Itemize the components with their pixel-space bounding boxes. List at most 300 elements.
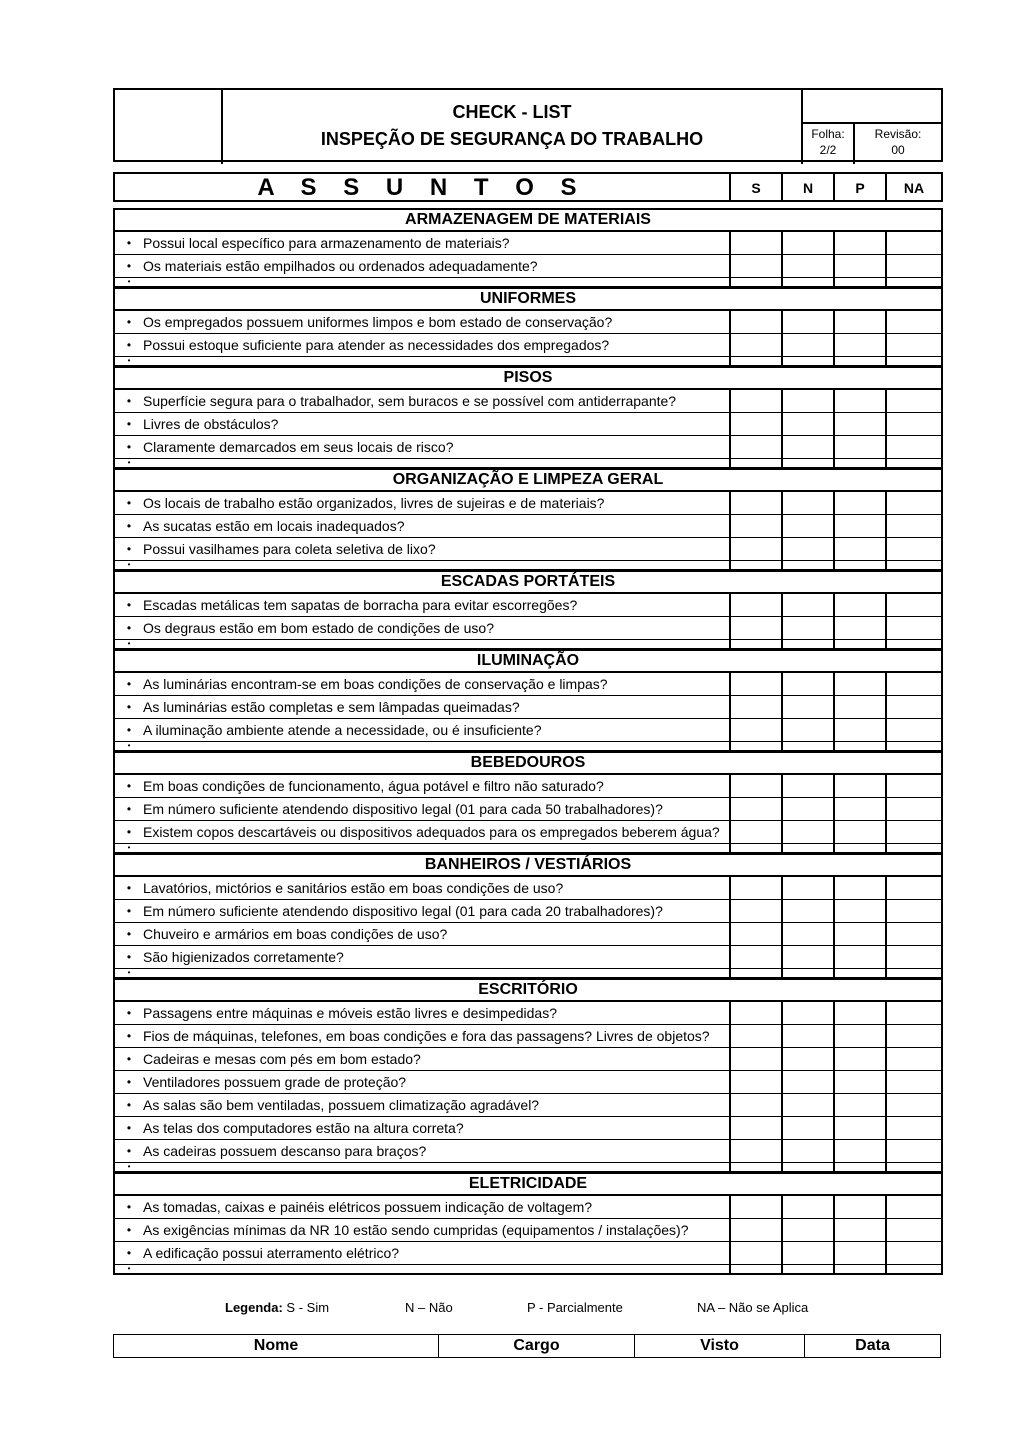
checkbox-na[interactable]: [885, 594, 941, 616]
checkbox-p[interactable]: [833, 538, 885, 560]
checkbox-na[interactable]: [885, 1163, 941, 1171]
checkbox-p[interactable]: [833, 561, 885, 569]
checkbox-s[interactable]: [729, 232, 781, 254]
item-text-cell: [115, 1002, 729, 1024]
checkbox-s[interactable]: [729, 1094, 781, 1116]
checkbox-s[interactable]: [729, 798, 781, 820]
checkbox-na[interactable]: [885, 538, 941, 560]
checkbox-p[interactable]: [833, 459, 885, 467]
checklist-item: [115, 877, 941, 900]
bullet-icon: •: [127, 639, 131, 648]
checkbox-s[interactable]: [729, 1242, 781, 1264]
bullet-icon: •: [126, 1029, 132, 1043]
item-text-cell: [115, 617, 729, 639]
checkbox-n[interactable]: [781, 232, 833, 254]
checkbox-p[interactable]: [833, 1094, 885, 1116]
item-text: Existem copos descartáveis ou dispositivos adequados para os empregados beberem água?: [143, 824, 720, 840]
checkbox-p[interactable]: [833, 334, 885, 356]
bullet-icon: •: [126, 338, 132, 352]
checkbox-p[interactable]: [833, 311, 885, 333]
checkbox-s[interactable]: [729, 617, 781, 639]
item-text: Ventiladores possuem grade de proteção?: [143, 1074, 407, 1090]
checkbox-s[interactable]: [729, 844, 781, 852]
checkbox-s[interactable]: [729, 357, 781, 365]
checkbox-s[interactable]: [729, 390, 781, 412]
checkbox-s[interactable]: [729, 311, 781, 333]
checkbox-p[interactable]: [833, 900, 885, 922]
signature-data: Data: [804, 1335, 940, 1357]
checkbox-p[interactable]: [833, 278, 885, 286]
checkbox-na[interactable]: [885, 1196, 941, 1218]
checkbox-p[interactable]: [833, 390, 885, 412]
checkbox-na[interactable]: [885, 1117, 941, 1139]
document-subtitle: INSPEÇÃO DE SEGURANÇA DO TRABALHO: [320, 129, 704, 149]
bullet-icon: •: [126, 1121, 132, 1135]
checkbox-n[interactable]: [781, 1219, 833, 1241]
legend: [113, 1300, 943, 1318]
checkbox-n[interactable]: [781, 413, 833, 435]
checkbox-s[interactable]: [729, 255, 781, 277]
checkbox-p[interactable]: [833, 515, 885, 537]
item-text-cell: [115, 877, 729, 899]
bullet-icon: •: [127, 843, 131, 852]
item-text-cell: [115, 640, 729, 648]
checkbox-p[interactable]: [833, 1048, 885, 1070]
item-text-cell: [115, 413, 729, 435]
checkbox-s[interactable]: [729, 278, 781, 286]
checkbox-na[interactable]: [885, 1071, 941, 1093]
item-text-cell: [115, 1025, 729, 1047]
checkbox-p[interactable]: [833, 798, 885, 820]
blank-row: [115, 459, 941, 468]
legend-p: P - Parcialmente: [527, 1300, 623, 1315]
checklist-item: [115, 775, 941, 798]
checkbox-n[interactable]: [781, 492, 833, 514]
item-text: As luminárias encontram-se em boas condições de conservação e limpas?: [143, 676, 608, 692]
checklist-item: [115, 1025, 941, 1048]
item-text: As sucatas estão em locais inadequados?: [143, 518, 405, 534]
checkbox-n[interactable]: [781, 775, 833, 797]
signature-cargo: Cargo: [438, 1335, 634, 1357]
checkbox-n[interactable]: [781, 1242, 833, 1264]
checklist-item: [115, 594, 941, 617]
checkbox-na[interactable]: [885, 1002, 941, 1024]
item-text: Possui vasilhames para coleta seletiva de lixo?: [143, 541, 436, 557]
checkbox-p[interactable]: [833, 492, 885, 514]
checkbox-na[interactable]: [885, 1094, 941, 1116]
item-text-cell: [115, 946, 729, 968]
section-title: ESCRITÓRIO: [115, 978, 941, 1002]
checkbox-n[interactable]: [781, 844, 833, 852]
checkbox-n[interactable]: [781, 923, 833, 945]
item-text-cell: [115, 232, 729, 254]
item-text: Fios de máquinas, telefones, em boas condições e fora das passagens? Livres de objetos?: [143, 1028, 710, 1044]
checkbox-s[interactable]: [729, 459, 781, 467]
checkbox-n[interactable]: [781, 459, 833, 467]
checkbox-p[interactable]: [833, 1002, 885, 1024]
checkbox-s[interactable]: [729, 436, 781, 458]
checkbox-n[interactable]: [781, 821, 833, 843]
item-text-cell: [115, 1071, 729, 1093]
checkbox-s[interactable]: [729, 1048, 781, 1070]
item-text-cell: [115, 1242, 729, 1264]
bullet-icon: •: [126, 927, 132, 941]
legend-label-group: [225, 1300, 329, 1315]
checkbox-n[interactable]: [781, 617, 833, 639]
checkbox-s[interactable]: [729, 640, 781, 648]
checkbox-s[interactable]: [729, 538, 781, 560]
checkbox-n[interactable]: [781, 719, 833, 741]
item-text-cell: [115, 775, 729, 797]
bullet-icon: •: [127, 1264, 131, 1273]
checkbox-s[interactable]: [729, 946, 781, 968]
checkbox-p[interactable]: [833, 617, 885, 639]
bullet-icon: •: [126, 394, 132, 408]
item-text-cell: [115, 1117, 729, 1139]
checklist-item: [115, 1071, 941, 1094]
item-text-cell: [115, 492, 729, 514]
checkbox-p[interactable]: [833, 719, 885, 741]
checkbox-na[interactable]: [885, 775, 941, 797]
section: [115, 366, 941, 468]
section: [115, 649, 941, 751]
checkbox-na[interactable]: [885, 719, 941, 741]
checkbox-na[interactable]: [885, 923, 941, 945]
checkbox-p[interactable]: [833, 1071, 885, 1093]
checkbox-p[interactable]: [833, 969, 885, 977]
checkbox-p[interactable]: [833, 357, 885, 365]
item-text: Claramente demarcados em seus locais de risco?: [143, 439, 454, 455]
checkbox-s[interactable]: [729, 1196, 781, 1218]
checkbox-p[interactable]: [833, 923, 885, 945]
checkbox-p[interactable]: [833, 844, 885, 852]
section: [115, 853, 941, 978]
checkbox-p[interactable]: [833, 946, 885, 968]
logo-box: [115, 90, 223, 164]
checkbox-n[interactable]: [781, 1071, 833, 1093]
checkbox-s[interactable]: [729, 1140, 781, 1162]
checklist-item: [115, 1242, 941, 1265]
checkbox-n[interactable]: [781, 1048, 833, 1070]
blank-row: [115, 969, 941, 978]
checkbox-p[interactable]: [833, 696, 885, 718]
item-text-cell: [115, 923, 729, 945]
checkbox-n[interactable]: [781, 1265, 833, 1273]
blank-row: [115, 640, 941, 649]
item-text-cell: [115, 538, 729, 560]
checkbox-n[interactable]: [781, 798, 833, 820]
item-text-cell: [115, 719, 729, 741]
checkbox-na[interactable]: [885, 390, 941, 412]
item-text: As luminárias estão completas e sem lâmpadas queimadas?: [143, 699, 520, 715]
item-text-cell: [115, 1196, 729, 1218]
item-text: Em boas condições de funcionamento, água potável e filtro não saturado?: [143, 778, 604, 794]
checkbox-s[interactable]: [729, 742, 781, 750]
item-text-cell: [115, 821, 729, 843]
checkbox-s[interactable]: [729, 969, 781, 977]
bullet-icon: •: [126, 802, 132, 816]
checkbox-p[interactable]: [833, 413, 885, 435]
checkbox-p[interactable]: [833, 255, 885, 277]
checkbox-p[interactable]: [833, 640, 885, 648]
item-text: As exigências mínimas da NR 10 estão sendo cumpridas (equipamentos / instalações)?: [143, 1222, 689, 1238]
item-text: Os empregados possuem uniformes limpos e bom estado de conservação?: [143, 314, 613, 330]
checklist-item: [115, 232, 941, 255]
checkbox-n[interactable]: [781, 334, 833, 356]
item-text: Em número suficiente atendendo dispositivo legal (01 para cada 20 trabalhadores)?: [143, 903, 663, 919]
blank-row: [115, 844, 941, 853]
checkbox-s[interactable]: [729, 877, 781, 899]
checkbox-n[interactable]: [781, 1196, 833, 1218]
checkbox-p[interactable]: [833, 877, 885, 899]
checkbox-n[interactable]: [781, 946, 833, 968]
revisao-label: Revisão:: [874, 127, 922, 141]
checkbox-p[interactable]: [833, 594, 885, 616]
checklist-item: [115, 617, 941, 640]
checklist-item: [115, 1094, 941, 1117]
checklist-item: [115, 1140, 941, 1163]
item-text-cell: [115, 900, 729, 922]
checklist-item: [115, 538, 941, 561]
checkbox-na[interactable]: [885, 232, 941, 254]
checkbox-na[interactable]: [885, 1242, 941, 1264]
checkbox-s[interactable]: [729, 673, 781, 695]
revisao-cell: [855, 124, 941, 164]
checkbox-na[interactable]: [885, 900, 941, 922]
bullet-icon: •: [126, 440, 132, 454]
checkbox-na[interactable]: [885, 561, 941, 569]
checkbox-s[interactable]: [729, 1002, 781, 1024]
blank-row: [115, 1163, 941, 1172]
checkbox-na[interactable]: [885, 1265, 941, 1273]
checkbox-na[interactable]: [885, 640, 941, 648]
checkbox-p[interactable]: [833, 1242, 885, 1264]
checkbox-n[interactable]: [781, 1140, 833, 1162]
checkbox-n[interactable]: [781, 390, 833, 412]
checkbox-n[interactable]: [781, 696, 833, 718]
checklist-item: [115, 923, 941, 946]
item-text-cell: [115, 1094, 729, 1116]
section: [115, 210, 941, 287]
checkbox-p[interactable]: [833, 1196, 885, 1218]
item-text-cell: [115, 357, 729, 365]
checkbox-s[interactable]: [729, 1117, 781, 1139]
checkbox-s[interactable]: [729, 1265, 781, 1273]
checkbox-n[interactable]: [781, 969, 833, 977]
checkbox-p[interactable]: [833, 821, 885, 843]
bullet-icon: •: [127, 1162, 131, 1171]
bullet-icon: •: [126, 779, 132, 793]
checkbox-na[interactable]: [885, 742, 941, 750]
checklist-item: [115, 515, 941, 538]
checkbox-n[interactable]: [781, 436, 833, 458]
checkbox-s[interactable]: [729, 1219, 781, 1241]
checkbox-na[interactable]: [885, 1219, 941, 1241]
checklist-page: [113, 88, 943, 1354]
checkbox-na[interactable]: [885, 334, 941, 356]
bullet-icon: •: [126, 1144, 132, 1158]
checkbox-n[interactable]: [781, 255, 833, 277]
bullet-icon: •: [126, 1200, 132, 1214]
checkbox-n[interactable]: [781, 538, 833, 560]
item-text-cell: [115, 696, 729, 718]
checkbox-n[interactable]: [781, 1117, 833, 1139]
bullet-icon: •: [127, 968, 131, 977]
bullet-icon: •: [126, 904, 132, 918]
checkbox-n[interactable]: [781, 673, 833, 695]
checkbox-na[interactable]: [885, 436, 941, 458]
checkbox-p[interactable]: [833, 1140, 885, 1162]
checkbox-p[interactable]: [833, 1025, 885, 1047]
bullet-icon: •: [126, 542, 132, 556]
checklist-item: [115, 1048, 941, 1071]
section: [115, 287, 941, 366]
checkbox-na[interactable]: [885, 1025, 941, 1047]
checkbox-p[interactable]: [833, 232, 885, 254]
item-text: Superfície segura para o trabalhador, sem buracos e se possível com antiderrapante?: [143, 393, 677, 409]
checkbox-p[interactable]: [833, 1163, 885, 1171]
checkbox-s[interactable]: [729, 821, 781, 843]
checkbox-s[interactable]: [729, 413, 781, 435]
checklist-table: [113, 208, 943, 1275]
checklist-item: [115, 334, 941, 357]
checkbox-na[interactable]: [885, 357, 941, 365]
checkbox-n[interactable]: [781, 594, 833, 616]
checklist-item: [115, 390, 941, 413]
section: [115, 1172, 941, 1274]
item-text: Chuveiro e armários em boas condições de uso?: [143, 926, 448, 942]
checkbox-p[interactable]: [833, 742, 885, 750]
item-text-cell: [115, 594, 729, 616]
checkbox-n[interactable]: [781, 1025, 833, 1047]
item-text: As telas dos computadores estão na altura correta?: [143, 1120, 464, 1136]
checklist-item: [115, 255, 941, 278]
item-text: Passagens entre máquinas e móveis estão livres e desimpedidas?: [143, 1005, 558, 1021]
checkbox-s[interactable]: [729, 900, 781, 922]
checkbox-na[interactable]: [885, 798, 941, 820]
checkbox-na[interactable]: [885, 877, 941, 899]
checkbox-s[interactable]: [729, 594, 781, 616]
bullet-icon: •: [126, 1075, 132, 1089]
item-text: Possui local específico para armazenamento de materiais?: [143, 235, 510, 251]
item-text-cell: [115, 278, 729, 286]
checkbox-s[interactable]: [729, 1163, 781, 1171]
item-text: As tomadas, caixas e painéis elétricos possuem indicação de voltagem?: [143, 1199, 593, 1215]
bullet-icon: •: [126, 1098, 132, 1112]
checkbox-n[interactable]: [781, 1002, 833, 1024]
checkbox-n[interactable]: [781, 357, 833, 365]
checkbox-s[interactable]: [729, 1025, 781, 1047]
checkbox-p[interactable]: [833, 436, 885, 458]
checkbox-na[interactable]: [885, 969, 941, 977]
assuntos-heading: A S S U N T O S: [257, 174, 587, 201]
section-title: BEBEDOUROS: [115, 751, 941, 775]
checkbox-n[interactable]: [781, 1094, 833, 1116]
item-text-cell: [115, 1140, 729, 1162]
blank-row: [115, 561, 941, 570]
checkbox-na[interactable]: [885, 821, 941, 843]
checkbox-s[interactable]: [729, 515, 781, 537]
blank-row: [115, 357, 941, 366]
column-na: NA: [885, 174, 941, 202]
header-top-right-box: [803, 90, 941, 124]
revisao-value: 00: [891, 143, 905, 157]
checkbox-na[interactable]: [885, 255, 941, 277]
checkbox-na[interactable]: [885, 1048, 941, 1070]
checkbox-s[interactable]: [729, 696, 781, 718]
checkbox-s[interactable]: [729, 1071, 781, 1093]
checkbox-s[interactable]: [729, 775, 781, 797]
checklist-item: [115, 413, 941, 436]
checkbox-n[interactable]: [781, 877, 833, 899]
checkbox-na[interactable]: [885, 515, 941, 537]
bullet-icon: •: [127, 356, 131, 365]
checklist-item: [115, 1196, 941, 1219]
checkbox-na[interactable]: [885, 844, 941, 852]
checkbox-na[interactable]: [885, 278, 941, 286]
checkbox-s[interactable]: [729, 719, 781, 741]
item-text-cell: [115, 436, 729, 458]
checkbox-na[interactable]: [885, 1140, 941, 1162]
signature-nome: Nome: [253, 1337, 299, 1354]
checklist-item: [115, 492, 941, 515]
item-text: São higienizados corretamente?: [143, 949, 344, 965]
checkbox-na[interactable]: [885, 413, 941, 435]
checkbox-p[interactable]: [833, 775, 885, 797]
checkbox-na[interactable]: [885, 311, 941, 333]
checkbox-na[interactable]: [885, 492, 941, 514]
checkbox-p[interactable]: [833, 1219, 885, 1241]
checkbox-p[interactable]: [833, 1117, 885, 1139]
bullet-icon: •: [126, 236, 132, 250]
checkbox-s[interactable]: [729, 492, 781, 514]
checkbox-s[interactable]: [729, 561, 781, 569]
checkbox-n[interactable]: [781, 515, 833, 537]
signature-visto: Visto: [634, 1335, 804, 1357]
section-title: UNIFORMES: [115, 287, 941, 311]
bullet-icon: •: [126, 700, 132, 714]
item-text-cell: [115, 255, 729, 277]
checkbox-na[interactable]: [885, 673, 941, 695]
bullet-icon: •: [127, 741, 131, 750]
checkbox-n[interactable]: [781, 742, 833, 750]
bullet-icon: •: [126, 723, 132, 737]
checkbox-na[interactable]: [885, 459, 941, 467]
checkbox-s[interactable]: [729, 334, 781, 356]
legend-na: NA – Não se Aplica: [697, 1300, 809, 1315]
bullet-icon: •: [126, 496, 132, 510]
checkbox-n[interactable]: [781, 1163, 833, 1171]
item-text: As cadeiras possuem descanso para braços?: [143, 1143, 427, 1159]
legend-s: S - Sim: [286, 1300, 330, 1315]
column-n: N: [781, 174, 833, 202]
checkbox-n[interactable]: [781, 311, 833, 333]
item-text: Os locais de trabalho estão organizados, livres de sujeiras e de materiais?: [143, 495, 605, 511]
checkbox-na[interactable]: [885, 617, 941, 639]
checkbox-na[interactable]: [885, 946, 941, 968]
checkbox-n[interactable]: [781, 561, 833, 569]
checkbox-p[interactable]: [833, 1265, 885, 1273]
bullet-icon: •: [126, 881, 132, 895]
checkbox-n[interactable]: [781, 900, 833, 922]
checkbox-n[interactable]: [781, 278, 833, 286]
bullet-icon: •: [126, 825, 132, 839]
checkbox-p[interactable]: [833, 673, 885, 695]
bullet-icon: •: [126, 1223, 132, 1237]
checkbox-n[interactable]: [781, 640, 833, 648]
checkbox-s[interactable]: [729, 923, 781, 945]
checkbox-na[interactable]: [885, 696, 941, 718]
